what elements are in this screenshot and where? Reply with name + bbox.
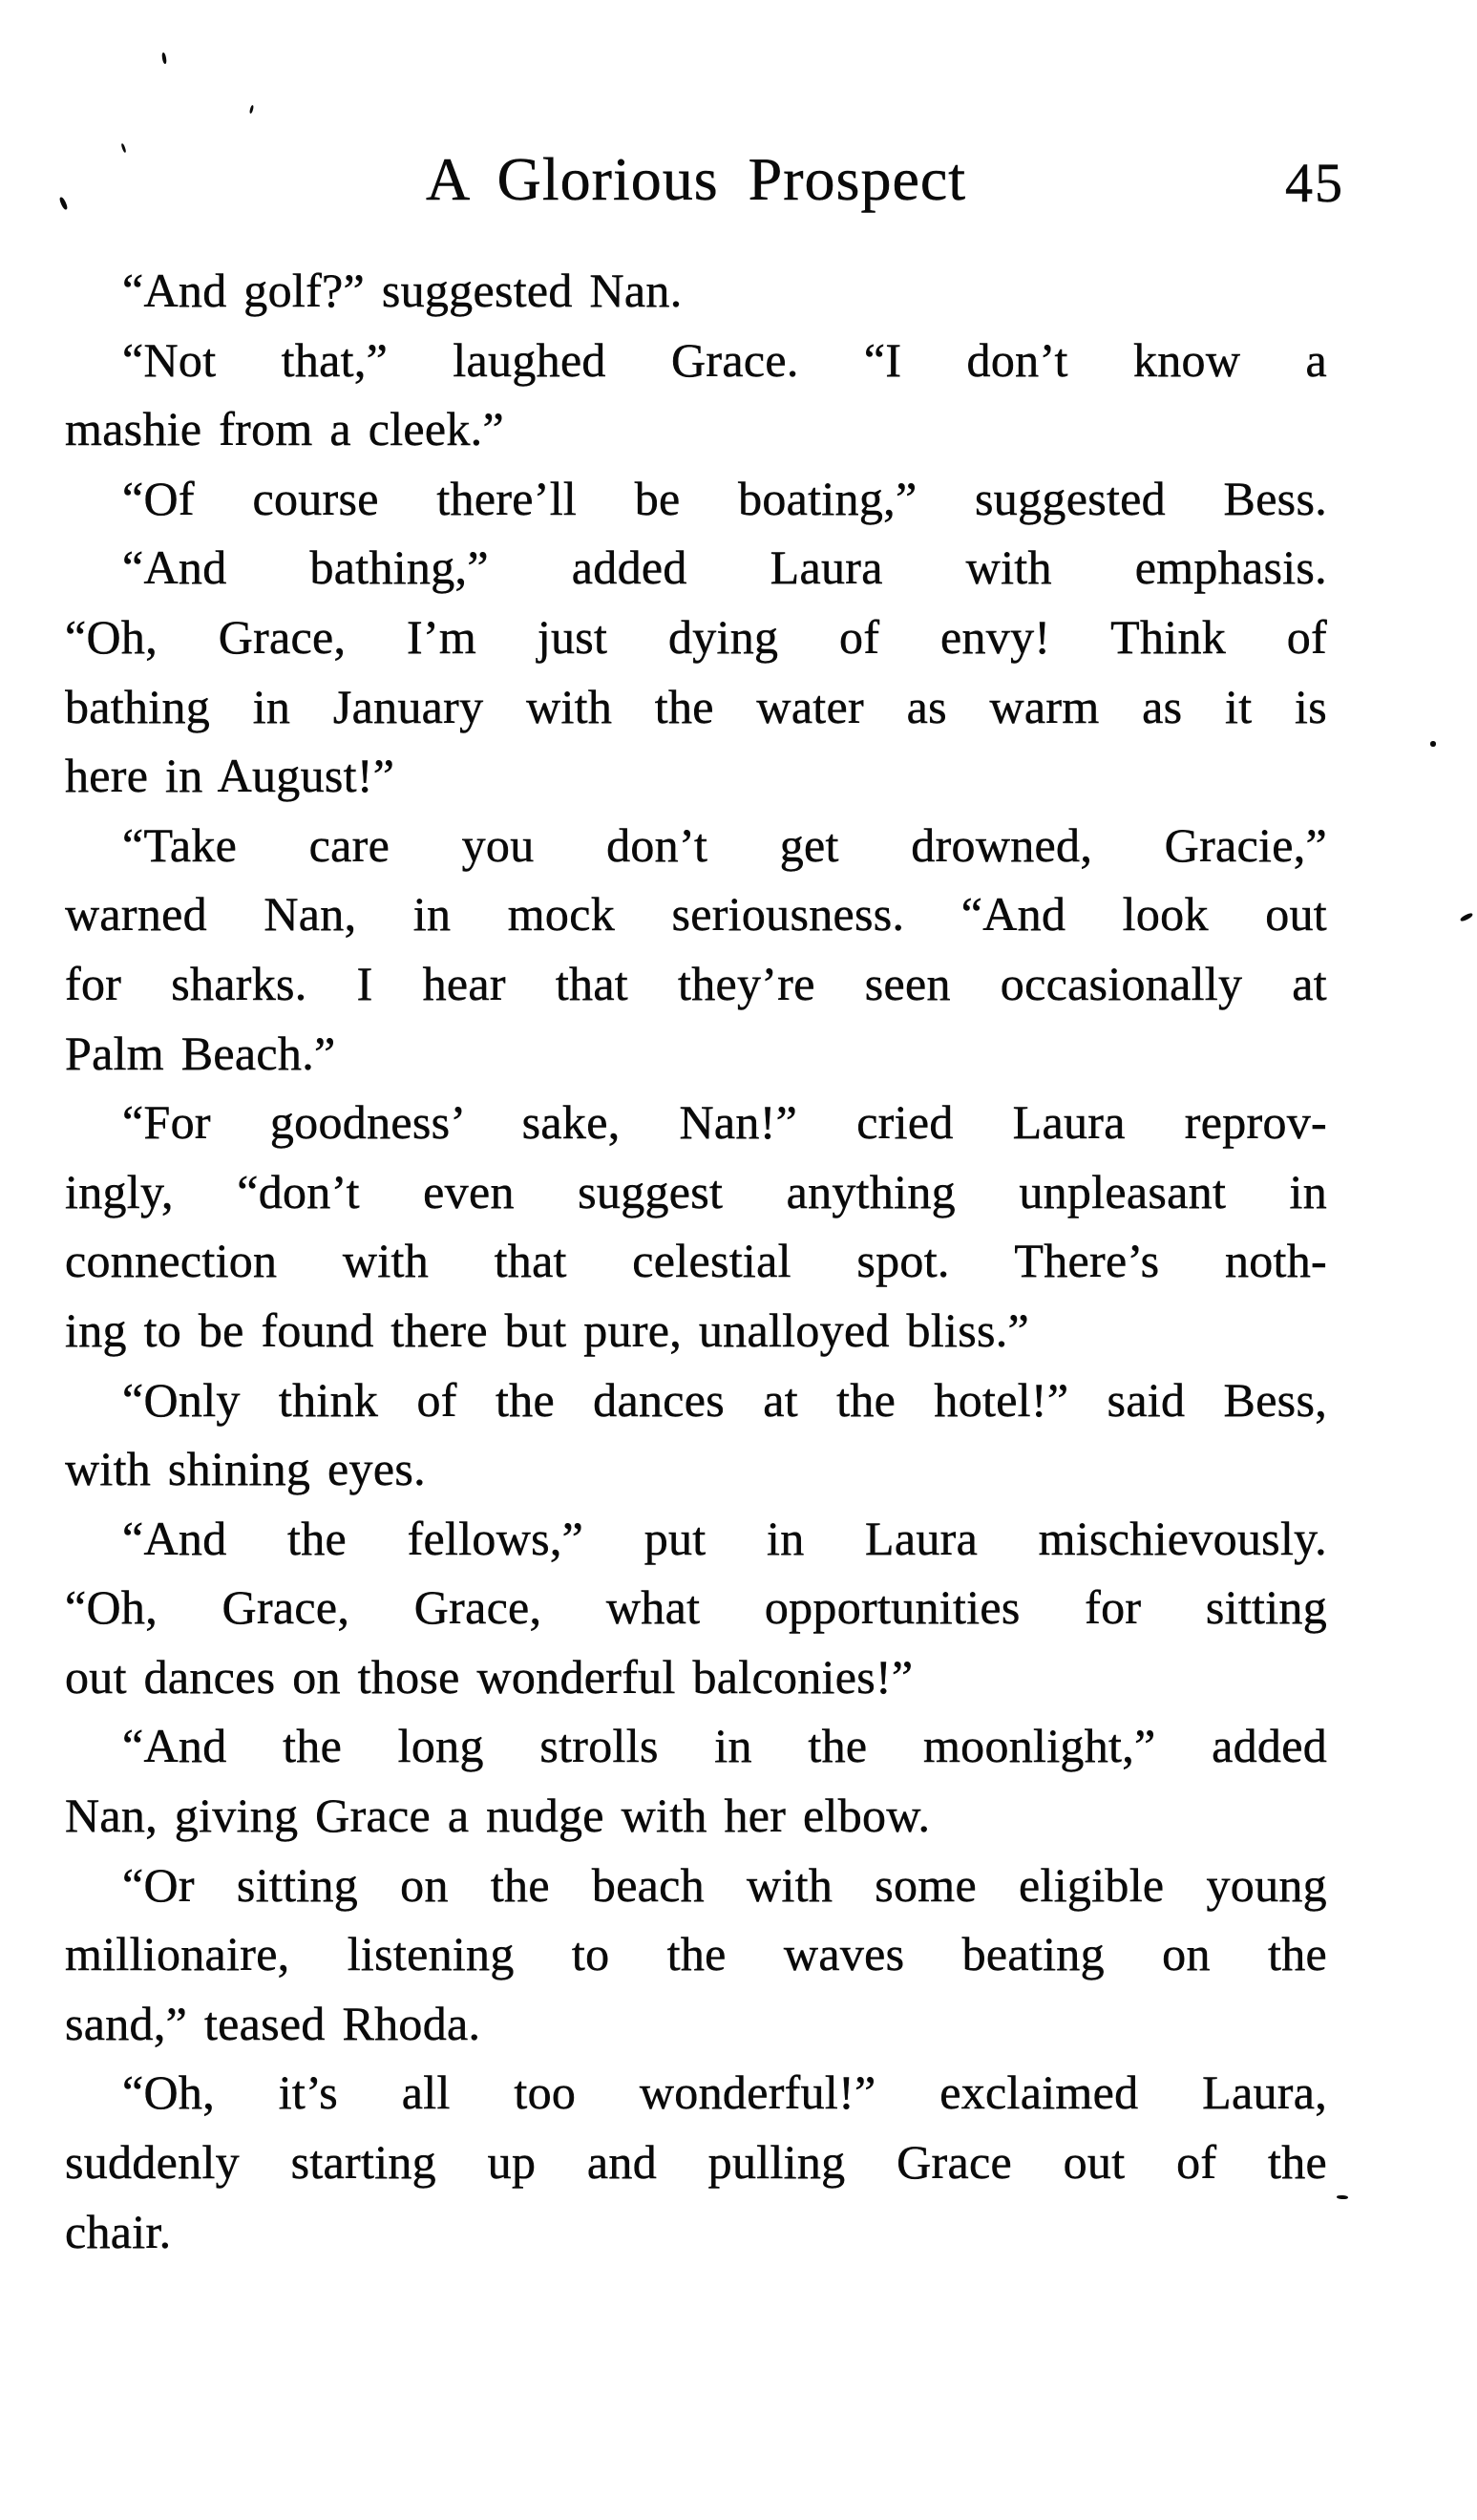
- text-line: chair.: [65, 2204, 172, 2258]
- paragraph: [65, 2058, 1327, 2266]
- text-line: “And golf?” suggested Nan.: [122, 264, 683, 317]
- paragraph: [65, 1504, 1327, 1712]
- text-line: Nan, giving Grace a nudge with her elbow.: [65, 1789, 931, 1843]
- scan-speck: [249, 105, 254, 114]
- paragraph: [65, 533, 1327, 810]
- text-line: “Of course there’ll be boating,” suggested Bess.: [122, 471, 1327, 525]
- text-line: “And the fellows,” put in Laura mischievously.: [122, 1511, 1327, 1565]
- page-header: [65, 145, 1344, 225]
- scan-speck: [1430, 741, 1436, 747]
- text-line: ing to be found there but pure, unalloyed bliss.”: [65, 1302, 1030, 1357]
- page-number: 45: [1285, 152, 1344, 214]
- text-line: bathing in January with the water as warm as it is: [65, 679, 1327, 733]
- paragraph: [65, 811, 1327, 1088]
- text-line: “Take care you don’t get drowned, Gracie,”: [122, 817, 1327, 872]
- text-line: for sharks. I hear that they’re seen occasionally at: [65, 956, 1327, 1010]
- text-line: “For goodness’ sake, Nan!” cried Laura reprov-: [122, 1095, 1327, 1150]
- paragraph: [65, 326, 1327, 464]
- paragraph: [65, 256, 1327, 326]
- text-block: [65, 256, 1327, 2266]
- text-line: mashie from a cleek.”: [65, 402, 504, 456]
- text-line: “And bathing,” added Laura with emphasis.: [122, 540, 1327, 595]
- paragraph: [65, 464, 1327, 534]
- text-line: sand,” teased Rhoda.: [65, 1996, 481, 2050]
- text-line: “Oh, it’s all too wonderful!” exclaimed Laura,: [122, 2065, 1327, 2120]
- text-line: millionaire, listening to the waves beating on the: [65, 1927, 1327, 1981]
- paragraph: [65, 1851, 1327, 2059]
- text-line: suddenly starting up and pulling Grace out of the: [65, 2135, 1327, 2190]
- text-line: ingly, “don’t even suggest anything unpleasant in: [65, 1164, 1327, 1218]
- text-line: warned Nan, in mock seriousness. “And look out: [65, 887, 1327, 942]
- text-line: with shining eyes.: [65, 1442, 426, 1496]
- scan-speck: [161, 53, 167, 65]
- scan-speck: [1460, 912, 1474, 922]
- paragraph: [65, 1711, 1327, 1850]
- text-line: “Oh, Grace, Grace, what opportunities for sitting: [65, 1580, 1327, 1635]
- text-line: “Not that,” laughed Grace. “I don’t know a: [122, 332, 1327, 387]
- text-line: connection with that celestial spot. There’s noth-: [65, 1234, 1327, 1288]
- running-title: A Glorious Prospect: [425, 145, 967, 213]
- text-line: “And the long strolls in the moonlight,” added: [122, 1719, 1327, 1773]
- text-line: “Or sitting on the beach with some eligible young: [122, 1857, 1327, 1912]
- text-line: “Only think of the dances at the hotel!” said Bess,: [122, 1372, 1327, 1427]
- paragraph: [65, 1088, 1327, 1365]
- text-line: “Oh, Grace, I’m just dying of envy! Think of: [65, 609, 1327, 664]
- text-line: here in August!”: [65, 749, 395, 803]
- scan-speck: [1337, 2195, 1348, 2200]
- text-line: out dances on those wonderful balconies!”: [65, 1649, 914, 1704]
- paragraph: [65, 1366, 1327, 1504]
- text-line: Palm Beach.”: [65, 1026, 336, 1080]
